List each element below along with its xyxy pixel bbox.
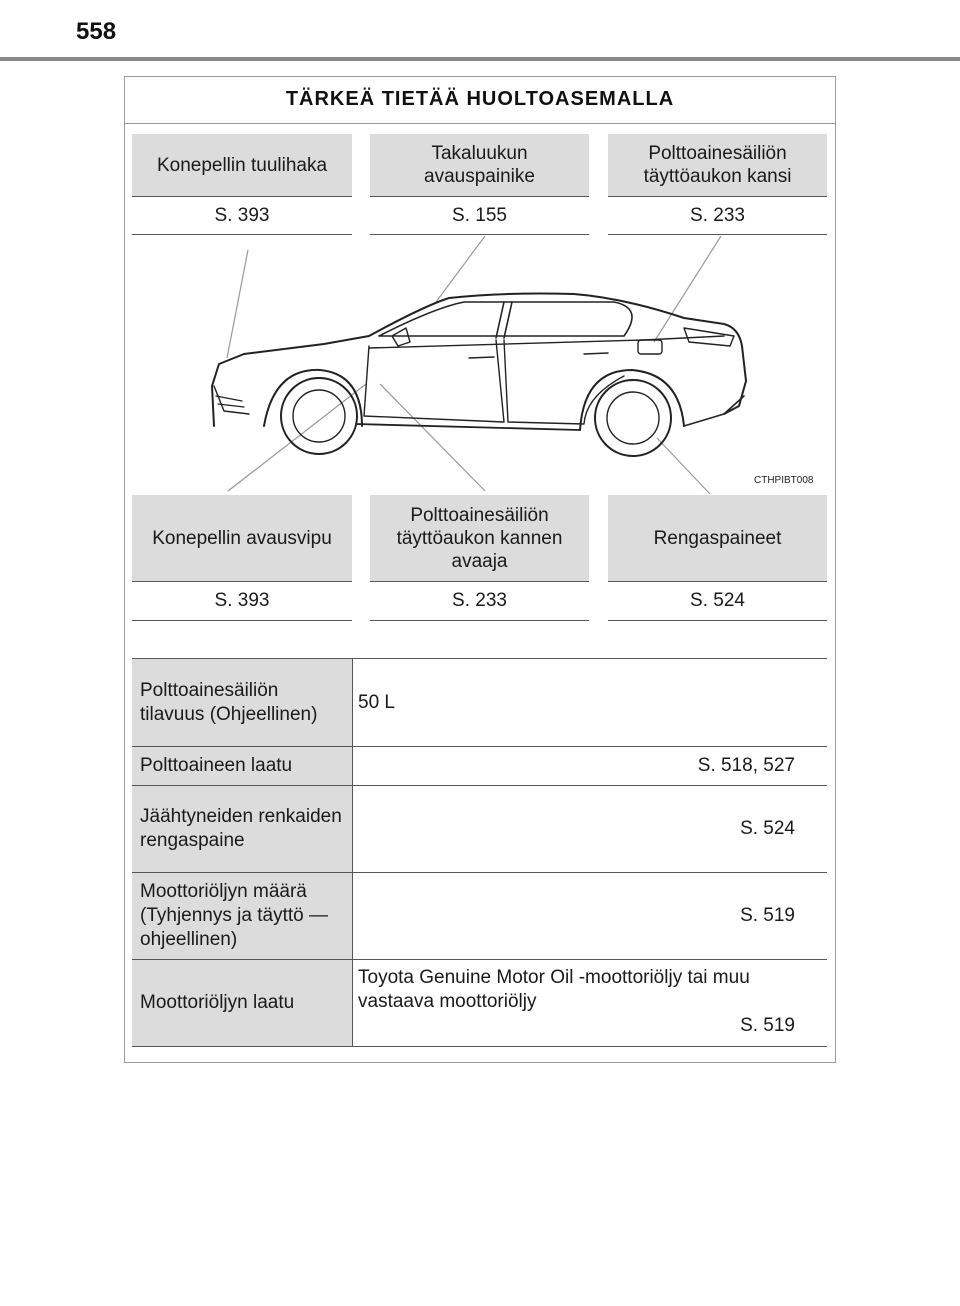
ref-hood-support-rod[interactable]: S. 393 bbox=[132, 197, 352, 235]
spec-value-oil-quality bbox=[358, 960, 795, 1046]
spec-label-oil-quality: Moottoriöljyn laatu bbox=[132, 960, 352, 1046]
label-fuel-opener-line3: avaaja bbox=[451, 550, 508, 572]
label-fuel-door-opener bbox=[370, 495, 589, 582]
ref-fuel-door-opener[interactable]: S. 233 bbox=[370, 582, 589, 621]
leader-line-trunk-button bbox=[436, 236, 485, 302]
spec-divider bbox=[352, 786, 353, 872]
leader-line-tire bbox=[657, 438, 710, 494]
spec-label-fuel-quality: Polttoaineen laatu bbox=[132, 747, 352, 785]
spec-value-oil-capacity[interactable]: S. 519 bbox=[740, 905, 795, 926]
section-title: TÄRKEÄ TIETÄÄ HUOLTOASEMALLA bbox=[124, 76, 836, 124]
label-tire-pressure: Rengaspaineet bbox=[608, 495, 827, 582]
spec-row-fuel-capacity bbox=[132, 659, 827, 747]
spec-value-fuel-capacity: 50 L bbox=[358, 691, 395, 713]
label-hood-support-rod: Konepellin tuulihaka bbox=[132, 134, 352, 197]
spec-row-oil-quality bbox=[132, 960, 827, 1047]
car-illustration bbox=[124, 236, 836, 496]
spec-value-oil-quality-line2: vastaava moottoriöljy bbox=[358, 991, 537, 1012]
ref-tire-pressure[interactable]: S. 524 bbox=[608, 582, 827, 621]
leader-line-fuel-door bbox=[654, 236, 721, 342]
spec-row-fuel-quality bbox=[132, 747, 827, 786]
spec-row-oil-capacity bbox=[132, 873, 827, 960]
label-fuel-opener-line2: täyttöaukon kannen bbox=[396, 527, 563, 549]
label-fuel-door-line1: Polttoainesäiliön bbox=[648, 143, 787, 164]
spec-label-cold-tire-pressure: Jäähtyneiden renkaiden rengaspaine bbox=[132, 786, 352, 872]
spec-divider bbox=[352, 659, 353, 746]
spec-divider bbox=[352, 747, 353, 785]
spec-label-oil-capacity: Moottoriöljyn määrä (Tyhjennys ja täyttö — ohjeellinen) bbox=[132, 873, 352, 959]
figure-code: CTHPIBT008 bbox=[754, 475, 814, 486]
label-fuel-door-line2: täyttöaukon kansi bbox=[643, 166, 792, 187]
ref-fuel-door[interactable]: S. 233 bbox=[608, 197, 827, 235]
spec-row-cold-tire-pressure bbox=[132, 786, 827, 873]
car-body bbox=[212, 294, 746, 457]
ref-trunk-opener-button[interactable]: S. 155 bbox=[370, 197, 589, 235]
page-number: 558 bbox=[76, 18, 117, 45]
spec-value-oil-quality-line1: Toyota Genuine Motor Oil -moottoriöljy tai muu bbox=[358, 967, 750, 988]
spec-value-fuel-quality[interactable]: S. 518, 527 bbox=[697, 755, 795, 776]
leader-line-fuel-opener bbox=[380, 384, 485, 491]
spec-value-cold-tire-pressure[interactable]: S. 524 bbox=[740, 818, 795, 839]
spec-label-fuel-capacity: Polttoainesäiliön tilavuus (Ohjeellinen) bbox=[132, 659, 352, 746]
label-trunk-opener-line1: Takaluukun bbox=[431, 143, 528, 164]
leader-line-hood-lever bbox=[228, 384, 366, 491]
spec-value-oil-quality-ref[interactable]: S. 519 bbox=[740, 1015, 795, 1036]
leader-line-hood-rod bbox=[227, 250, 248, 358]
label-fuel-opener-line1: Polttoainesäiliön bbox=[410, 504, 549, 526]
header-rule bbox=[0, 57, 960, 61]
label-fuel-door bbox=[608, 134, 827, 197]
spec-divider bbox=[352, 873, 353, 959]
ref-hood-lever[interactable]: S. 393 bbox=[132, 582, 352, 621]
spec-divider bbox=[352, 960, 353, 1046]
label-trunk-opener-line2: avauspainike bbox=[424, 166, 535, 187]
label-hood-lever: Konepellin avausvipu bbox=[132, 495, 352, 582]
label-trunk-opener-button bbox=[370, 134, 589, 197]
